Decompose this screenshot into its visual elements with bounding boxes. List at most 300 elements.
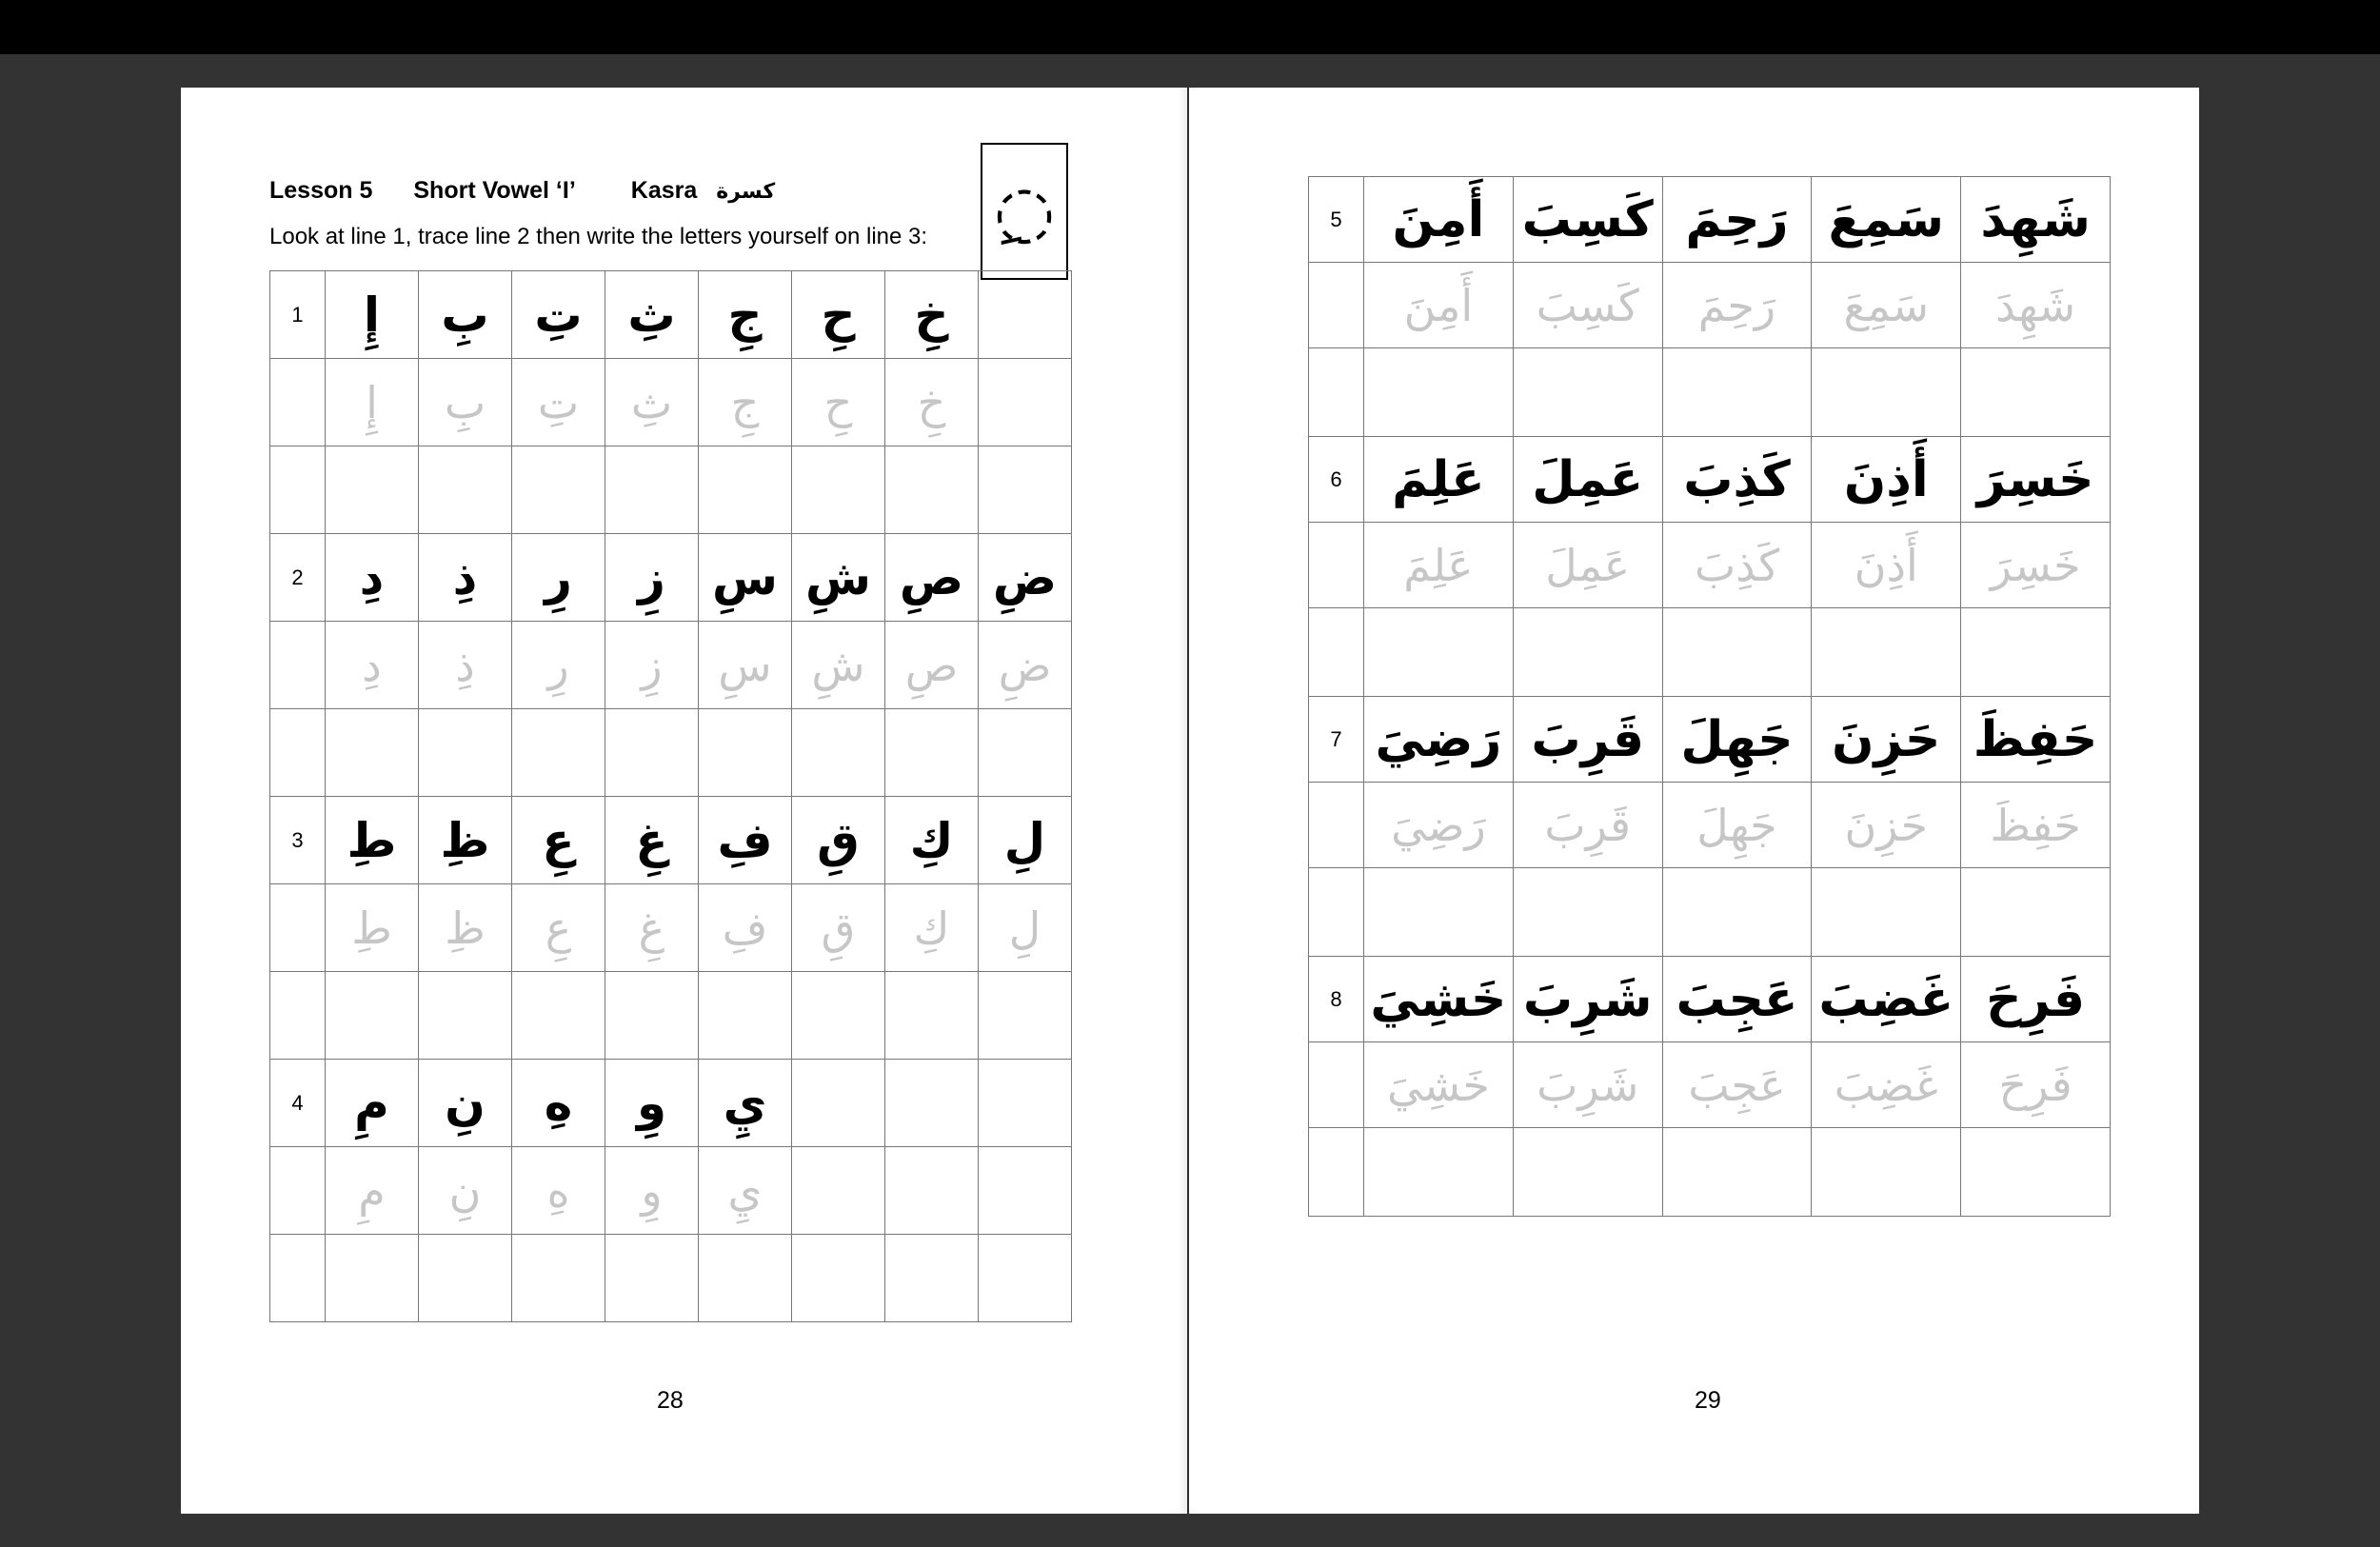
line-number (1309, 523, 1364, 608)
tracing-text: مِ (358, 1164, 386, 1217)
tracing-text: ظِ (445, 902, 486, 954)
example-cell (605, 534, 699, 622)
write-cell[interactable] (419, 1235, 512, 1322)
tracing-text: رَضِيَ (1391, 799, 1486, 851)
arabic-text: أَذِنَ (1843, 450, 1929, 508)
words-row-8-write (1309, 1128, 2111, 1217)
write-cell[interactable] (885, 709, 979, 797)
tracing-text: بِ (444, 376, 486, 428)
line-number (270, 359, 326, 446)
tracing-text: عَلِمَ (1403, 539, 1474, 591)
trace-cell (792, 622, 885, 709)
arabic-text: غِ (635, 812, 668, 868)
arabic-text: قِ (817, 812, 860, 868)
arabic-text: تِ (534, 287, 583, 343)
arabic-text: فِ (717, 812, 773, 868)
write-cell[interactable] (1812, 868, 1961, 957)
page-number: 29 (1695, 1387, 1721, 1414)
tracing-text: أَمِنَ (1403, 279, 1474, 331)
write-cell[interactable] (699, 709, 792, 797)
arabic-text: رَحِمَ (1685, 190, 1789, 248)
arabic-text: أَمِنَ (1392, 190, 1485, 248)
trace-cell (1364, 783, 1514, 868)
write-cell[interactable] (885, 446, 979, 534)
arabic-text: صِ (899, 549, 964, 605)
example-cell (1364, 437, 1514, 523)
write-cell[interactable] (326, 709, 419, 797)
write-cell[interactable] (1513, 608, 1662, 697)
example-cell (512, 797, 605, 884)
words-row-6-example (1309, 437, 2111, 523)
write-cell[interactable] (1812, 608, 1961, 697)
example-cell (512, 1060, 605, 1147)
example-cell (885, 534, 979, 622)
write-cell[interactable] (1662, 868, 1812, 957)
words-row-7-example (1309, 697, 2111, 783)
tracing-text: كَذِبَ (1694, 539, 1780, 591)
arabic-text: جِ (727, 287, 763, 343)
write-cell[interactable] (512, 1235, 605, 1322)
trace-cell (979, 1147, 1072, 1235)
write-cell[interactable] (979, 1235, 1072, 1322)
tracing-text: طِ (351, 902, 392, 954)
example-cell (792, 797, 885, 884)
example-cell (699, 797, 792, 884)
words-row-5-trace (1309, 263, 2111, 348)
write-cell[interactable] (419, 972, 512, 1060)
line-number (1309, 348, 1364, 437)
write-cell[interactable] (326, 446, 419, 534)
tracing-text: دِ (362, 639, 382, 691)
arabic-text: كَذِبَ (1683, 450, 1791, 508)
write-cell[interactable] (792, 709, 885, 797)
write-cell[interactable] (979, 972, 1072, 1060)
write-cell[interactable] (419, 709, 512, 797)
example-cell (885, 1060, 979, 1147)
example-cell (1364, 697, 1514, 783)
example-cell (1513, 437, 1662, 523)
trace-cell (1812, 1042, 1961, 1128)
tracing-text: ضِ (998, 639, 1052, 691)
example-cell (979, 1060, 1072, 1147)
trace-cell (419, 359, 512, 446)
example-cell (512, 271, 605, 359)
write-cell[interactable] (326, 972, 419, 1060)
tracing-text: حِ (823, 376, 853, 428)
arabic-text: خَسِرَ (1976, 450, 2094, 508)
example-cell (419, 271, 512, 359)
arabic-text: فَرِحَ (1986, 970, 2086, 1028)
arabic-text: لِ (1003, 812, 1046, 868)
tracing-text: شَهِدَ (1995, 279, 2076, 331)
trace-cell (699, 622, 792, 709)
write-cell[interactable] (1364, 868, 1514, 957)
trace-cell (419, 622, 512, 709)
line-number (1309, 783, 1364, 868)
arabic-text: حِ (821, 287, 856, 343)
trace-cell (512, 884, 605, 972)
trace-cell (979, 622, 1072, 709)
example-cell (1662, 177, 1812, 263)
example-cell (1961, 437, 2111, 523)
write-cell[interactable] (605, 1235, 699, 1322)
write-cell[interactable] (1662, 1128, 1812, 1217)
write-cell[interactable] (979, 709, 1072, 797)
write-cell[interactable] (512, 446, 605, 534)
trace-cell (1513, 1042, 1662, 1128)
letters-row-4-write (270, 1235, 1072, 1322)
write-cell[interactable] (512, 972, 605, 1060)
trace-cell (885, 359, 979, 446)
line-number: 6 (1309, 437, 1364, 523)
arabic-text: هِ (544, 1075, 573, 1131)
line-number: 5 (1309, 177, 1364, 263)
trace-cell (605, 884, 699, 972)
words-row-7-trace (1309, 783, 2111, 868)
line-number (270, 884, 326, 972)
example-cell (605, 797, 699, 884)
trace-cell (1513, 523, 1662, 608)
tracing-text: زِ (641, 639, 663, 691)
line-number (270, 972, 326, 1060)
arabic-text: عَلِمَ (1392, 450, 1485, 508)
example-cell (1961, 697, 2111, 783)
arabic-text: كِ (909, 812, 954, 868)
trace-cell (1961, 523, 2111, 608)
write-cell[interactable] (1961, 608, 2111, 697)
letters-row-4-example (270, 1060, 1072, 1147)
tracing-text: سَمِعَ (1843, 279, 1930, 331)
example-cell (419, 534, 512, 622)
trace-cell (1662, 263, 1812, 348)
example-cell (1513, 177, 1662, 263)
example-cell (1662, 437, 1812, 523)
arabic-text: عَمِلَ (1532, 450, 1644, 508)
write-cell[interactable] (419, 446, 512, 534)
trace-cell (605, 359, 699, 446)
example-cell (1513, 697, 1662, 783)
tracing-text: عَجِبَ (1688, 1059, 1786, 1111)
write-cell[interactable] (1812, 348, 1961, 437)
line-number (1309, 1128, 1364, 1217)
example-cell (1961, 957, 2111, 1042)
arabic-text: زِ (638, 549, 665, 605)
example-cell (1364, 177, 1514, 263)
trace-cell (885, 884, 979, 972)
line-number: 3 (270, 797, 326, 884)
arabic-text: سَمِعَ (1828, 190, 1945, 248)
trace-cell (1364, 523, 1514, 608)
write-cell[interactable] (605, 972, 699, 1060)
example-cell (1961, 177, 2111, 263)
trace-cell (979, 884, 1072, 972)
letters-row-2-trace (270, 622, 1072, 709)
line-number: 2 (270, 534, 326, 622)
letters-row-1-trace (270, 359, 1072, 446)
arabic-text: إِ (363, 287, 381, 343)
arabic-text: ثِ (627, 287, 676, 343)
words-row-5-write (1309, 348, 2111, 437)
words-row-8-trace (1309, 1042, 2111, 1128)
arabic-text: حَزِنَ (1832, 710, 1941, 768)
write-cell[interactable] (1513, 1128, 1662, 1217)
tracing-text: قِ (821, 902, 856, 954)
example-cell (512, 534, 605, 622)
tracing-text: سِ (718, 639, 772, 691)
trace-cell (326, 1147, 419, 1235)
trace-cell (979, 359, 1072, 446)
example-cell (792, 1060, 885, 1147)
example-cell (792, 271, 885, 359)
example-cell (885, 797, 979, 884)
words-row-7-write (1309, 868, 2111, 957)
tracing-text: ذِ (455, 639, 475, 691)
tracing-text: هِ (546, 1164, 570, 1217)
lesson-label: Lesson 5 (269, 177, 373, 204)
line-number (270, 622, 326, 709)
tracing-text: عِ (545, 902, 572, 954)
example-cell (326, 1060, 419, 1147)
write-cell[interactable] (792, 972, 885, 1060)
line-number (270, 709, 326, 797)
arabic-text: قَرِبَ (1531, 710, 1645, 768)
lesson-topic: Short Vowel ‘I’ (413, 177, 576, 204)
example-cell (1513, 957, 1662, 1042)
line-number (270, 1147, 326, 1235)
write-cell[interactable] (1364, 348, 1514, 437)
line-number (1309, 608, 1364, 697)
example-cell (1662, 697, 1812, 783)
write-cell[interactable] (1364, 608, 1514, 697)
example-cell (1812, 957, 1961, 1042)
line-number: 4 (270, 1060, 326, 1147)
viewer-top-bar (0, 0, 2380, 54)
write-cell[interactable] (1662, 348, 1812, 437)
write-cell[interactable] (1513, 348, 1662, 437)
trace-cell (1812, 783, 1961, 868)
instruction-text: Look at line 1, trace line 2 then write the letters yourself on line 3: (269, 224, 928, 249)
words-row-6-write (1309, 608, 2111, 697)
write-cell[interactable] (1961, 348, 2111, 437)
arabic-text: بِ (441, 287, 489, 343)
arabic-text: رَضِيَ (1375, 710, 1502, 768)
words-row-5-example (1309, 177, 2111, 263)
arabic-text: خَشِيَ (1370, 970, 1507, 1028)
line-number: 8 (1309, 957, 1364, 1042)
tracing-text: فِ (722, 902, 768, 954)
trace-cell (885, 1147, 979, 1235)
arabic-text: شِ (805, 549, 871, 605)
letters-row-4-trace (270, 1147, 1072, 1235)
example-cell (979, 534, 1072, 622)
tracing-text: كَسِبَ (1536, 279, 1639, 331)
write-cell[interactable] (605, 446, 699, 534)
tracing-text: عَمِلَ (1545, 539, 1631, 591)
tracing-text: لِ (1008, 902, 1041, 954)
trace-cell (326, 359, 419, 446)
arabic-text: حَفِظَ (1973, 710, 2098, 768)
example-cell (699, 534, 792, 622)
lesson-header (269, 177, 775, 205)
write-cell[interactable] (792, 446, 885, 534)
tracing-text: خَشِيَ (1386, 1059, 1490, 1111)
trace-cell (1812, 263, 1961, 348)
example-cell (792, 534, 885, 622)
page-28 (181, 88, 1187, 1514)
trace-cell (1364, 263, 1514, 348)
arabic-text: طِ (347, 812, 397, 868)
words-row-6-trace (1309, 523, 2111, 608)
write-cell[interactable] (1513, 868, 1662, 957)
write-cell[interactable] (326, 1235, 419, 1322)
tracing-text: حَزِنَ (1844, 799, 1929, 851)
example-cell (326, 797, 419, 884)
trace-cell (792, 359, 885, 446)
trace-cell (1961, 1042, 2111, 1128)
write-cell[interactable] (885, 1235, 979, 1322)
trace-cell (512, 1147, 605, 1235)
trace-cell (605, 1147, 699, 1235)
write-cell[interactable] (1812, 1128, 1961, 1217)
tracing-text: صِ (904, 639, 959, 691)
trace-cell (699, 359, 792, 446)
example-cell (885, 271, 979, 359)
line-number (1309, 263, 1364, 348)
write-cell[interactable] (1961, 1128, 2111, 1217)
write-cell[interactable] (979, 446, 1072, 534)
tracing-text: كِ (913, 902, 950, 954)
letters-row-3-write (270, 972, 1072, 1060)
tracing-text: إِ (366, 376, 378, 428)
trace-cell (1961, 783, 2111, 868)
letters-row-3-example (270, 797, 1072, 884)
trace-cell (419, 1147, 512, 1235)
tracing-text: قَرِبَ (1544, 799, 1632, 851)
letters-grid (269, 270, 1072, 1322)
write-cell[interactable] (699, 1235, 792, 1322)
arabic-text: شَرِبَ (1522, 970, 1653, 1028)
trace-cell (1812, 523, 1961, 608)
example-cell (699, 1060, 792, 1147)
trace-cell (326, 622, 419, 709)
arabic-text: مِ (354, 1075, 389, 1131)
arabic-text: ذِ (452, 549, 478, 605)
letters-row-1-write (270, 446, 1072, 534)
letters-row-2-example (270, 534, 1072, 622)
tracing-text: ثِ (630, 376, 673, 428)
tracing-text: شَرِبَ (1537, 1059, 1639, 1111)
write-cell[interactable] (699, 446, 792, 534)
write-cell[interactable] (1961, 868, 2111, 957)
example-cell (979, 271, 1072, 359)
write-cell[interactable] (605, 709, 699, 797)
arabic-text: خِ (914, 287, 949, 343)
tracing-text: خِ (917, 376, 946, 428)
example-cell (1812, 697, 1961, 783)
letters-row-2-write (270, 709, 1072, 797)
tracing-text: رَحِمَ (1697, 279, 1776, 331)
trace-cell (512, 622, 605, 709)
write-cell[interactable] (1662, 608, 1812, 697)
write-cell[interactable] (699, 972, 792, 1060)
tracing-text: حَفِظَ (1990, 799, 2081, 851)
page-number: 28 (657, 1387, 684, 1414)
example-cell (1662, 957, 1812, 1042)
example-cell (1812, 177, 1961, 263)
tracing-text: أَذِنَ (1854, 539, 1918, 591)
tracing-text: جَهِلَ (1696, 799, 1777, 851)
line-number (1309, 1042, 1364, 1128)
vowel-symbol-box (981, 143, 1068, 280)
line-number: 7 (1309, 697, 1364, 783)
vowel-name: Kasra (630, 177, 698, 204)
trace-cell (605, 622, 699, 709)
tracing-text: خَسِرَ (1990, 539, 2081, 591)
example-cell (419, 1060, 512, 1147)
arabic-text: غَضِبَ (1818, 970, 1954, 1028)
trace-cell (326, 884, 419, 972)
line-number: 1 (270, 271, 326, 359)
trace-cell (419, 884, 512, 972)
page-fold-shadow (1178, 88, 1189, 1514)
tracing-text: رِ (547, 639, 569, 691)
trace-cell (1662, 783, 1812, 868)
words-grid (1308, 176, 2111, 1217)
line-number (270, 1235, 326, 1322)
page-29 (1189, 88, 2199, 1514)
trace-cell (792, 884, 885, 972)
kasra-symbol: ◌ِ (993, 170, 1056, 252)
letters-row-1-example (270, 271, 1072, 359)
tracing-text: فَرِحَ (1998, 1059, 2073, 1111)
vowel-name-arabic: كسرة (716, 180, 776, 204)
arabic-text: ضِ (992, 549, 1058, 605)
trace-cell (512, 359, 605, 446)
trace-cell (885, 622, 979, 709)
trace-cell (699, 884, 792, 972)
example-cell (699, 271, 792, 359)
example-cell (979, 797, 1072, 884)
trace-cell (1961, 263, 2111, 348)
tracing-text: وِ (641, 1164, 663, 1217)
arabic-text: جَهِلَ (1680, 710, 1794, 768)
letters-row-3-trace (270, 884, 1072, 972)
write-cell[interactable] (885, 972, 979, 1060)
tracing-text: يِ (727, 1164, 763, 1217)
example-cell (419, 797, 512, 884)
arabic-text: شَهِدَ (1980, 190, 2091, 248)
words-row-8-example (1309, 957, 2111, 1042)
trace-cell (1662, 523, 1812, 608)
tracing-text: جِ (730, 376, 760, 428)
tracing-text: غَضِبَ (1834, 1059, 1938, 1111)
arabic-text: نِ (445, 1075, 486, 1131)
arabic-text: كَسِبَ (1521, 190, 1654, 248)
line-number (1309, 868, 1364, 957)
trace-cell (1662, 1042, 1812, 1128)
write-cell[interactable] (1364, 1128, 1514, 1217)
example-cell (1812, 437, 1961, 523)
tracing-text: غِ (638, 902, 665, 954)
write-cell[interactable] (792, 1235, 885, 1322)
arabic-text: يِ (723, 1075, 767, 1131)
write-cell[interactable] (512, 709, 605, 797)
tracing-text: نِ (448, 1164, 482, 1217)
trace-cell (1364, 1042, 1514, 1128)
trace-cell (1513, 263, 1662, 348)
arabic-text: ظِ (440, 812, 490, 868)
example-cell (605, 271, 699, 359)
